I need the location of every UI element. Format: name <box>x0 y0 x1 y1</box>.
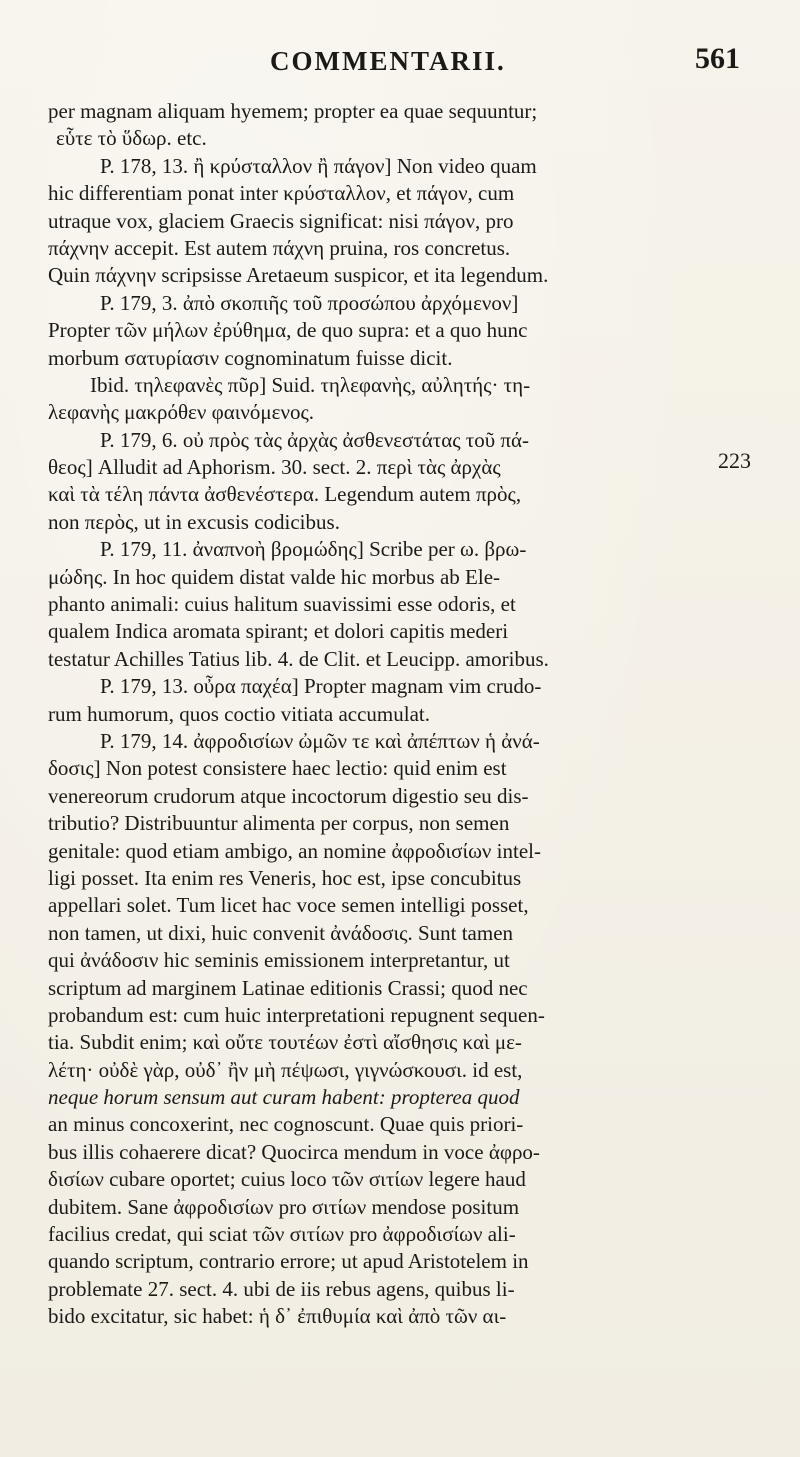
text-line: Quin πάχνην scripsisse Aretaeum suspicor, et ita legendum. <box>48 263 549 288</box>
text-line: λέτη· οὐδὲ γὰρ, οὐδ᾽ ἢν μὴ πέψωσι, γιγνώσκουσι. id est, <box>48 1057 523 1082</box>
text-line: testatur Achilles Tatius lib. 4. de Clit. et Leucipp. amoribus. <box>48 646 549 671</box>
page-header <box>60 40 760 84</box>
text-line: bido excitatur, sic habet: ἡ δ᾽ ἐπιθυμία καὶ ἀπὸ τῶν αι- <box>48 1304 507 1329</box>
text-line: facilius credat, qui sciat τῶν σιτίων pro ἀφροδισίων ali- <box>48 1222 516 1247</box>
text-line: qui ἀνάδοσιν hic seminis emissionem interpretantur, ut <box>48 948 510 973</box>
text-line: P. 179, 14. ἀφροδισίων ὠμῶν τε καὶ ἀπέπτων ἡ ἀνά- <box>100 728 540 753</box>
text-line: probandum est: cum huic interpretationi repugnent sequen- <box>48 1002 545 1027</box>
running-head: COMMENTARII. <box>270 46 506 76</box>
text-line: utraque vox, glaciem Graecis significat: nisi πάγον, pro <box>48 208 514 233</box>
text-line: per magnam aliquam hyemem; propter ea quae sequuntur; <box>48 99 538 123</box>
text-line: P. 179, 13. οὖρα παχέα] Propter magnam vim crudo- <box>100 674 542 699</box>
text-line: tributio? Distribuuntur alimenta per corpus, non semen <box>48 811 510 836</box>
text-line: P. 179, 3. ἀπὸ σκοπιῆς τοῦ προσώπου ἀρχόμενον] <box>100 290 519 315</box>
text-line: θεος] Alludit ad Aphorism. 30. sect. 2. περὶ τὰς ἀρχὰς <box>48 455 501 480</box>
text-line: Ibid. τηλεφανὲς πῦρ] Suid. τηλεφανὴς, αὐλητής· τη- <box>90 372 531 397</box>
text-line: tia. Subdit enim; καὶ οὔτε τουτέων ἐστὶ αἴσθησις καὶ με- <box>48 1030 522 1055</box>
text-line: genitale: quod etiam ambigo, an nomine ἀφροδισίων intel- <box>48 838 541 863</box>
text-line: ligi posset. Ita enim res Veneris, hoc est, ipse concubitus <box>48 865 522 890</box>
text-line: qualem Indica aromata spirant; et dolori capitis mederi <box>48 619 509 644</box>
text-line: non tamen, ut dixi, huic convenit ἀνάδοσις. Sunt tamen <box>48 920 514 945</box>
text-line: rum humorum, quos coctio vitiata accumulat. <box>48 701 430 726</box>
text-line: venereorum crudorum atque incoctorum digestio seu dis- <box>48 783 529 808</box>
text-line: Propter τῶν μήλων ἐρύθημα, de quo supra: et a quo hunc <box>48 318 528 343</box>
text-line: non περὸς, ut in excusis codicibus. <box>48 509 340 534</box>
text-line: δοσις] Non potest consistere haec lectio: quid enim est <box>48 756 507 781</box>
text-line: καὶ τὰ τέλη πάντα ἀσθενέστερα. Legendum autem πρὸς, <box>48 482 522 507</box>
text-line: problemate 27. sect. 4. ubi de iis rebus agens, quibus li- <box>48 1276 515 1301</box>
text-line: dubitem. Sane ἀφροδισίων pro σιτίων mendose positum <box>48 1194 520 1219</box>
text-line: quando scriptum, contrario errore; ut apud Aristotelem in <box>48 1249 529 1274</box>
text-line: scriptum ad marginem Latinae editionis Crassi; quod nec <box>48 975 528 1000</box>
text-line: morbum σατυρίασιν cognominatum fuisse dicit. <box>48 345 453 370</box>
page-number: 561 <box>695 42 740 75</box>
text-line: μώδης. In hoc quidem distat valde hic morbus ab Ele- <box>48 564 501 589</box>
text-line: P. 179, 11. ἀναπνοὴ βρομώδης] Scribe per ω. βρω- <box>100 537 527 562</box>
text-line: appellari solet. Tum licet hac voce semen intelligi posset, <box>48 893 529 918</box>
commentary-text <box>48 98 760 1331</box>
text-line: neque horum sensum aut curam habent: propterea quod <box>48 1085 520 1110</box>
text-line: P. 178, 13. ἢ κρύσταλλον ἢ πάγον] Non video quam <box>100 153 537 178</box>
text-line: εὗτε τὸ ὕδωρ. etc. <box>56 126 207 151</box>
text-line: hic differentiam ponat inter κρύσταλλον, et πάγον, cum <box>48 181 515 206</box>
text-line: δισίων cubare oportet; cuius loco τῶν σιτίων legere haud <box>48 1167 526 1192</box>
margin-reference-number: 223 <box>718 448 751 473</box>
text-line: πάχνην accepit. Est autem πάχνη pruina, ros concretus. <box>48 235 511 260</box>
text-line: λεφανὴς μακρόθεν φαινόμενος. <box>48 400 315 425</box>
text-line: P. 179, 6. οὐ πρὸς τὰς ἀρχὰς ἀσθενεστάτας τοῦ πά- <box>100 427 529 452</box>
text-line: an minus concoxerint, nec cognoscunt. Quae quis priori- <box>48 1112 524 1137</box>
text-line: bus illis cohaerere dicat? Quocirca mendum in voce ἀφρο- <box>48 1139 540 1164</box>
text-line: phanto animali: cuius halitum suavissimi esse odoris, et <box>48 592 516 617</box>
